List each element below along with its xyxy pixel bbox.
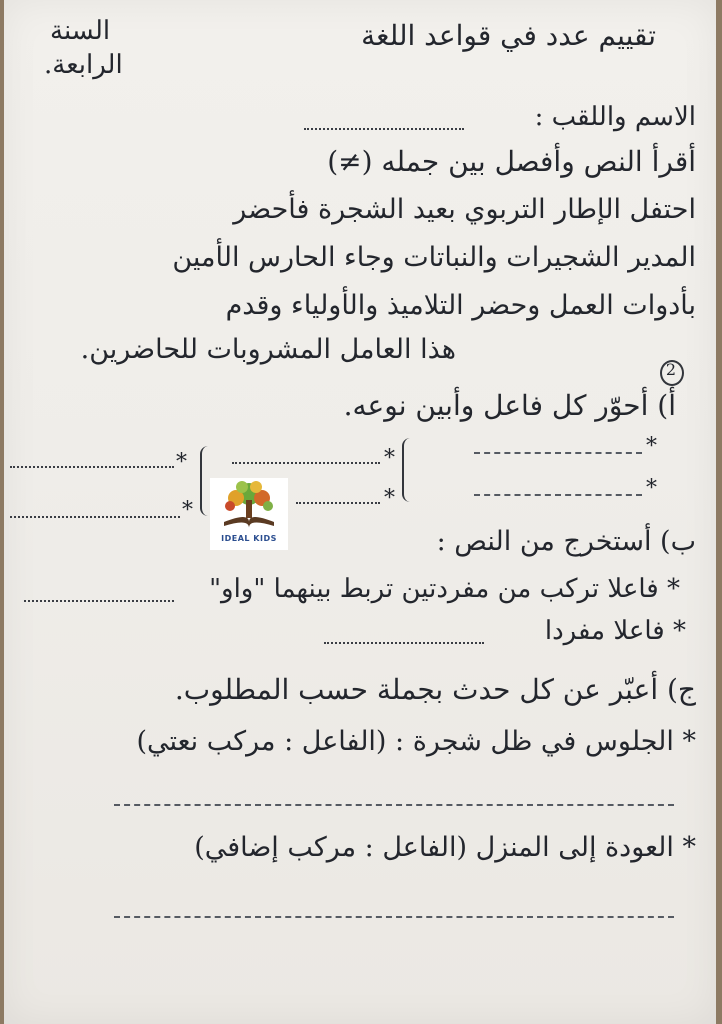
answer-blank xyxy=(10,516,180,518)
logo-text: IDEAL KIDS xyxy=(221,534,277,543)
part-b-item: * فاعلا مفردا xyxy=(544,616,686,646)
answer-blank xyxy=(232,462,380,464)
exercise2-part-b: ب) أستخرج من النص : xyxy=(436,526,696,557)
name-label: الاسم واللقب : xyxy=(534,102,696,132)
part-c-item: * العودة إلى المنزل (الفاعل : مركب إضافي) xyxy=(194,832,696,863)
answer-brace xyxy=(402,438,418,502)
exercise2-number: 2 xyxy=(665,360,677,379)
answer-star: * xyxy=(646,434,657,459)
answer-star: * xyxy=(384,446,395,471)
exercise1-text-line: هذا العامل المشروبات للحاضرين. xyxy=(80,334,456,365)
answer-star: * xyxy=(176,450,187,475)
answer-blank xyxy=(114,916,674,918)
exercise1-text-line: بأدوات العمل وحضر التلاميذ والأولياء وقدم xyxy=(225,290,696,321)
ideal-kids-logo xyxy=(210,478,288,550)
answer-blank xyxy=(24,600,174,602)
part-c-item: * الجلوس في ظل شجرة : (الفاعل : مركب نعتي) xyxy=(136,726,696,757)
answer-blank xyxy=(474,494,642,496)
answer-star: * xyxy=(646,476,657,501)
answer-star: * xyxy=(384,486,395,511)
exercise1-text-line: المدير الشجيرات والنباتات وجاء الحارس الأمين xyxy=(172,242,696,273)
worksheet-page xyxy=(4,0,716,1024)
tree-book-icon xyxy=(210,478,288,534)
name-blank xyxy=(304,128,464,130)
answer-blank xyxy=(114,804,674,806)
exercise1-instruction: أقرأ النص وأفصل بين جمله (≠) xyxy=(327,145,696,178)
answer-blank xyxy=(296,502,380,504)
part-b-item: * فاعلا تركب من مفردتين تربط بينهما "واو" xyxy=(209,574,680,604)
worksheet-title: تقييم عدد في قواعد اللغة xyxy=(361,19,656,52)
answer-star: * xyxy=(182,498,193,523)
answer-blank xyxy=(474,452,642,454)
exercise2-part-a: أ) أحوّر كل فاعل وأبين نوعه. xyxy=(343,389,676,422)
answer-blank xyxy=(10,466,174,468)
answer-blank xyxy=(324,642,484,644)
exercise2-part-c: ج) أعبّر عن كل حدث بجملة حسب المطلوب. xyxy=(174,673,696,706)
grade-label: السنة xyxy=(50,16,111,46)
grade-value: الرابعة. xyxy=(44,50,123,80)
exercise1-text-line: احتفل الإطار التربوي بعيد الشجرة فأحضر xyxy=(233,194,696,225)
